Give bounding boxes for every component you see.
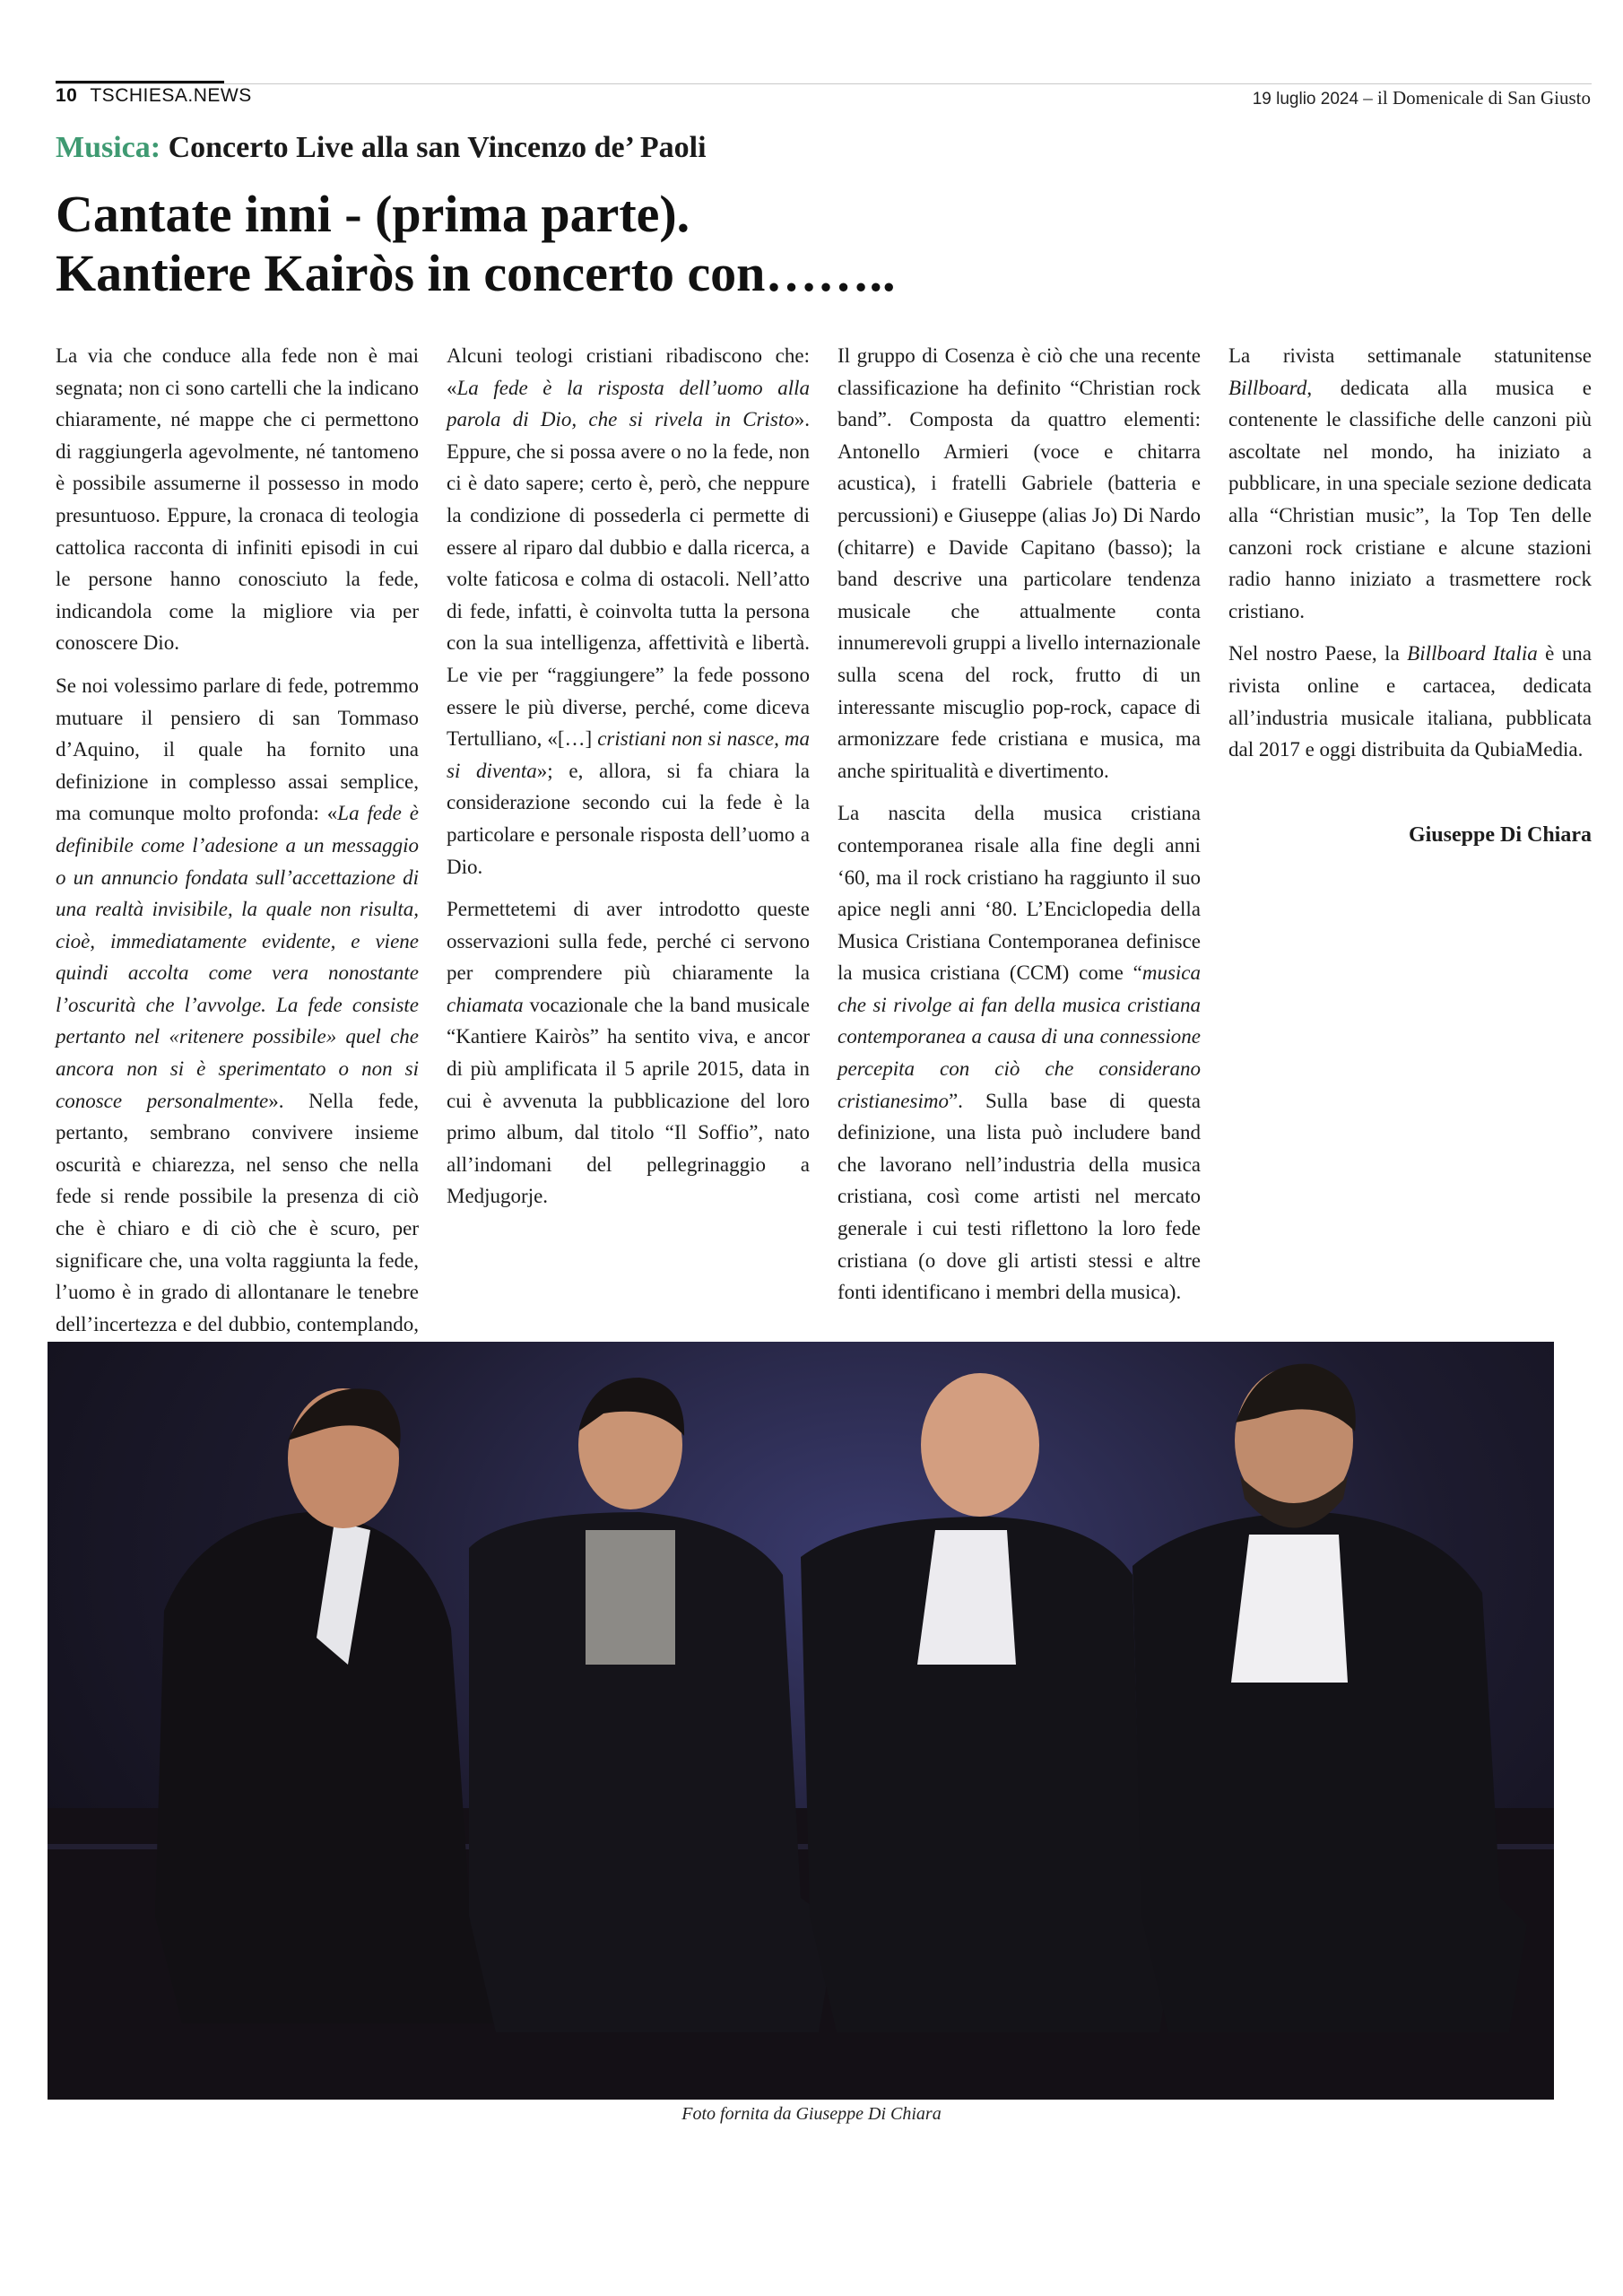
quote-tertullian: cristiani non si nasce, ma si diventa bbox=[447, 727, 810, 782]
paragraph bbox=[1228, 340, 1592, 627]
text-column-2 bbox=[447, 340, 810, 1318]
header-separator: – bbox=[1363, 87, 1373, 109]
text-column-4 bbox=[1228, 340, 1592, 1318]
text-run: vocazionale che la band musicale “Kantiere Kairòs” ha sentito viva, e ancor di più amplificata il 5 aprile 2015, data in cui è avvenuta la pubblicazione del loro primo album, dal titolo “Il Soffio”, nato all’indomani del pellegrinaggio a Medjugorje. bbox=[447, 993, 810, 1208]
header-rule bbox=[56, 83, 1592, 84]
running-header-left bbox=[56, 85, 252, 107]
article-body bbox=[56, 340, 1592, 1335]
kicker-topic: Concerto Live alla san Vincenzo de’ Paoli bbox=[168, 131, 707, 164]
text-run: »; e, allora, si fa chiara la considerazione secondo cui la fede è la particolare e personale risposta dell’uomo a Dio. bbox=[447, 759, 811, 878]
text-run: , dedicata alla musica e contenente le classifiche delle canzoni più ascoltate nel mondo, ha iniziato a pubblicare, in una speciale sezione dedicata alla “Christian music”, la Top Ten delle canzoni rock cristiane e alcune stazioni radio hanno iniziato a trasmettere rock cristiano. bbox=[1228, 376, 1592, 622]
text-column-1 bbox=[56, 340, 419, 1335]
band-photo-illustration bbox=[48, 1342, 1554, 2100]
text-run: è una rivista online e cartacea, dedicata all’industria musicale italiana, pubblicata dal 2017 e oggi distribuita da QubiaMedia. bbox=[1228, 642, 1592, 761]
text-run: La rivista settimanale statunitense bbox=[1228, 344, 1592, 367]
paragraph bbox=[56, 670, 419, 1372]
headline-line-2: Kantiere Kairòs in concerto con…….. bbox=[56, 244, 896, 302]
article-headline bbox=[56, 185, 895, 303]
musician-2-shirt bbox=[586, 1530, 675, 1665]
quote-ccm-definition: musica che si rivolge ai fan della musica cristiana contemporanea a causa di una connessione percepita con ciò che considerano cristianesimo bbox=[838, 961, 1201, 1112]
site-name: TSCHIESA.NEWS bbox=[90, 85, 252, 106]
section-label: Musica: bbox=[56, 131, 161, 164]
text-column-3 bbox=[838, 340, 1201, 1318]
emphasis: chiamata bbox=[447, 993, 524, 1016]
text-run: La nascita della musica cristiana contemporanea risale alla fine degli anni ‘60, ma il rock cristiano ha raggiunto il suo apice negli anni ‘80. L’Enciclopedia della Musica Cristiana Contemporanea definisce la musica cristiana (CCM) come “ bbox=[838, 802, 1201, 985]
publication-name: il Domenicale di San Giusto bbox=[1377, 87, 1591, 109]
musician-4-shirt bbox=[1231, 1535, 1348, 1683]
text-run: Alcuni teologi cristiani ribadiscono che: « bbox=[447, 344, 810, 399]
article-kicker bbox=[56, 131, 707, 165]
paragraph bbox=[447, 340, 810, 883]
text-run: Permettetemi di aver introdotto queste osservazioni sulla fede, perché ci servono per comprendere più chiaramente la bbox=[447, 898, 810, 985]
paragraph: Il gruppo di Cosenza è ciò che una recente classificazione ha definito “Christian rock band”. Composta da quattro elementi: Antonello Armieri (voce e chitarra acustica), i fratelli Gabriele (batteria e percussioni) e Giuseppe (alias Jo) Di Nardo (chitarre) e Davide Capitano (basso); la band descrive una particolare tendenza musicale che attualmente conta innumerevoli gruppi a livello internazionale sulla scena del rock, frutto di un interessante miscuglio pop-rock, capace di armonizzare fede cristiana e musica, ma anche spiritualità e divertimento. bbox=[838, 344, 1201, 782]
page-number: 10 bbox=[56, 85, 78, 106]
text-run: ». Eppure, che si possa avere o no la fede, non ci è dato sapere; certo è, però, che neppure la condizione di possederla ci permette di essere al riparo dal dubbio e dalla ricerca, a volte faticosa e colma di ostacoli. Nell’atto di fede, infatti, è coinvolta tutta la persona con la sua intelligenza, affettività e libertà. Le vie per “raggiungere” la fede possono essere le più diverse, perché, come diceva Tertulliano, «[…] bbox=[447, 408, 810, 751]
headline-line-1: Cantate inni - (prima parte). bbox=[56, 185, 690, 243]
page-number-rule bbox=[56, 81, 224, 83]
author-byline: Giuseppe Di Chiara bbox=[1408, 822, 1592, 847]
paragraph bbox=[1228, 638, 1592, 765]
running-header-right bbox=[1253, 87, 1591, 109]
musician-3-face bbox=[921, 1373, 1039, 1517]
text-run: ». Nella fede, pertanto, sembrano convivere insieme oscurità e chiarezza, nel senso che nella fede si rende possibile la presenza di ciò che è chiaro e di ciò che è scuro, per significare che, una volta raggiunta la fede, l’uomo è in grado di allontanare le tenebre dell’incertezza e del dubbio, contemplando, bbox=[56, 1089, 419, 1335]
emphasis: Billboard bbox=[1228, 376, 1307, 399]
text-run: Se noi volessimo parlare di fede, potremmo mutuare il pensiero di san Tommaso d’Aquino, il quale ha fornito una definizione in complesso assai semplice, ma comunque molto profonda: « bbox=[56, 674, 419, 825]
band-photo bbox=[48, 1342, 1554, 2100]
text-run: Nel nostro Paese, la bbox=[1228, 642, 1408, 665]
quote-theologians: La fede è la risposta dell’uomo alla parola di Dio, che si rivela in Cristo bbox=[447, 376, 810, 431]
photo-caption: Foto fornita da Giuseppe Di Chiara bbox=[681, 2104, 942, 2124]
emphasis: Billboard Italia bbox=[1407, 642, 1538, 665]
paragraph bbox=[838, 797, 1201, 1309]
quote-aquinas: La fede è definibile come l’adesione a un messaggio o un annuncio fondata sull’accettazione di una realtà invisibile, la quale non risulta, cioè, immediatamente evidente, e viene quindi accolta come vera nonostante l’oscurità che l’avvolge. La fede consiste pertanto nel «ritenere possibile» quel che ancora non si è sperimentato o non si conosce personalmente bbox=[56, 802, 419, 1112]
paragraph bbox=[447, 893, 810, 1213]
text-run: ”. Sulla base di questa definizione, una lista può includere band che lavorano nell’industria della musica cristiana, così come artisti nel mercato generale i cui testi riflettono la loro fede cristiana (o dove gli artisti stessi e altre fonti identificano i membri della musica). bbox=[838, 1089, 1201, 1304]
issue-date: 19 luglio 2024 bbox=[1252, 90, 1359, 109]
paragraph: La via che conduce alla fede non è mai segnata; non ci sono cartelli che la indicano chiaramente, né mappe che ci permettono di raggiungerla agevolmente, né tantomeno è possibile assumerne il possesso in modo presuntuoso. Eppure, la cronaca di teologia cattolica racconta di infiniti episodi in cui le persone hanno conosciuto la fede, indicandola come la migliore via per conoscere Dio. bbox=[56, 344, 419, 655]
